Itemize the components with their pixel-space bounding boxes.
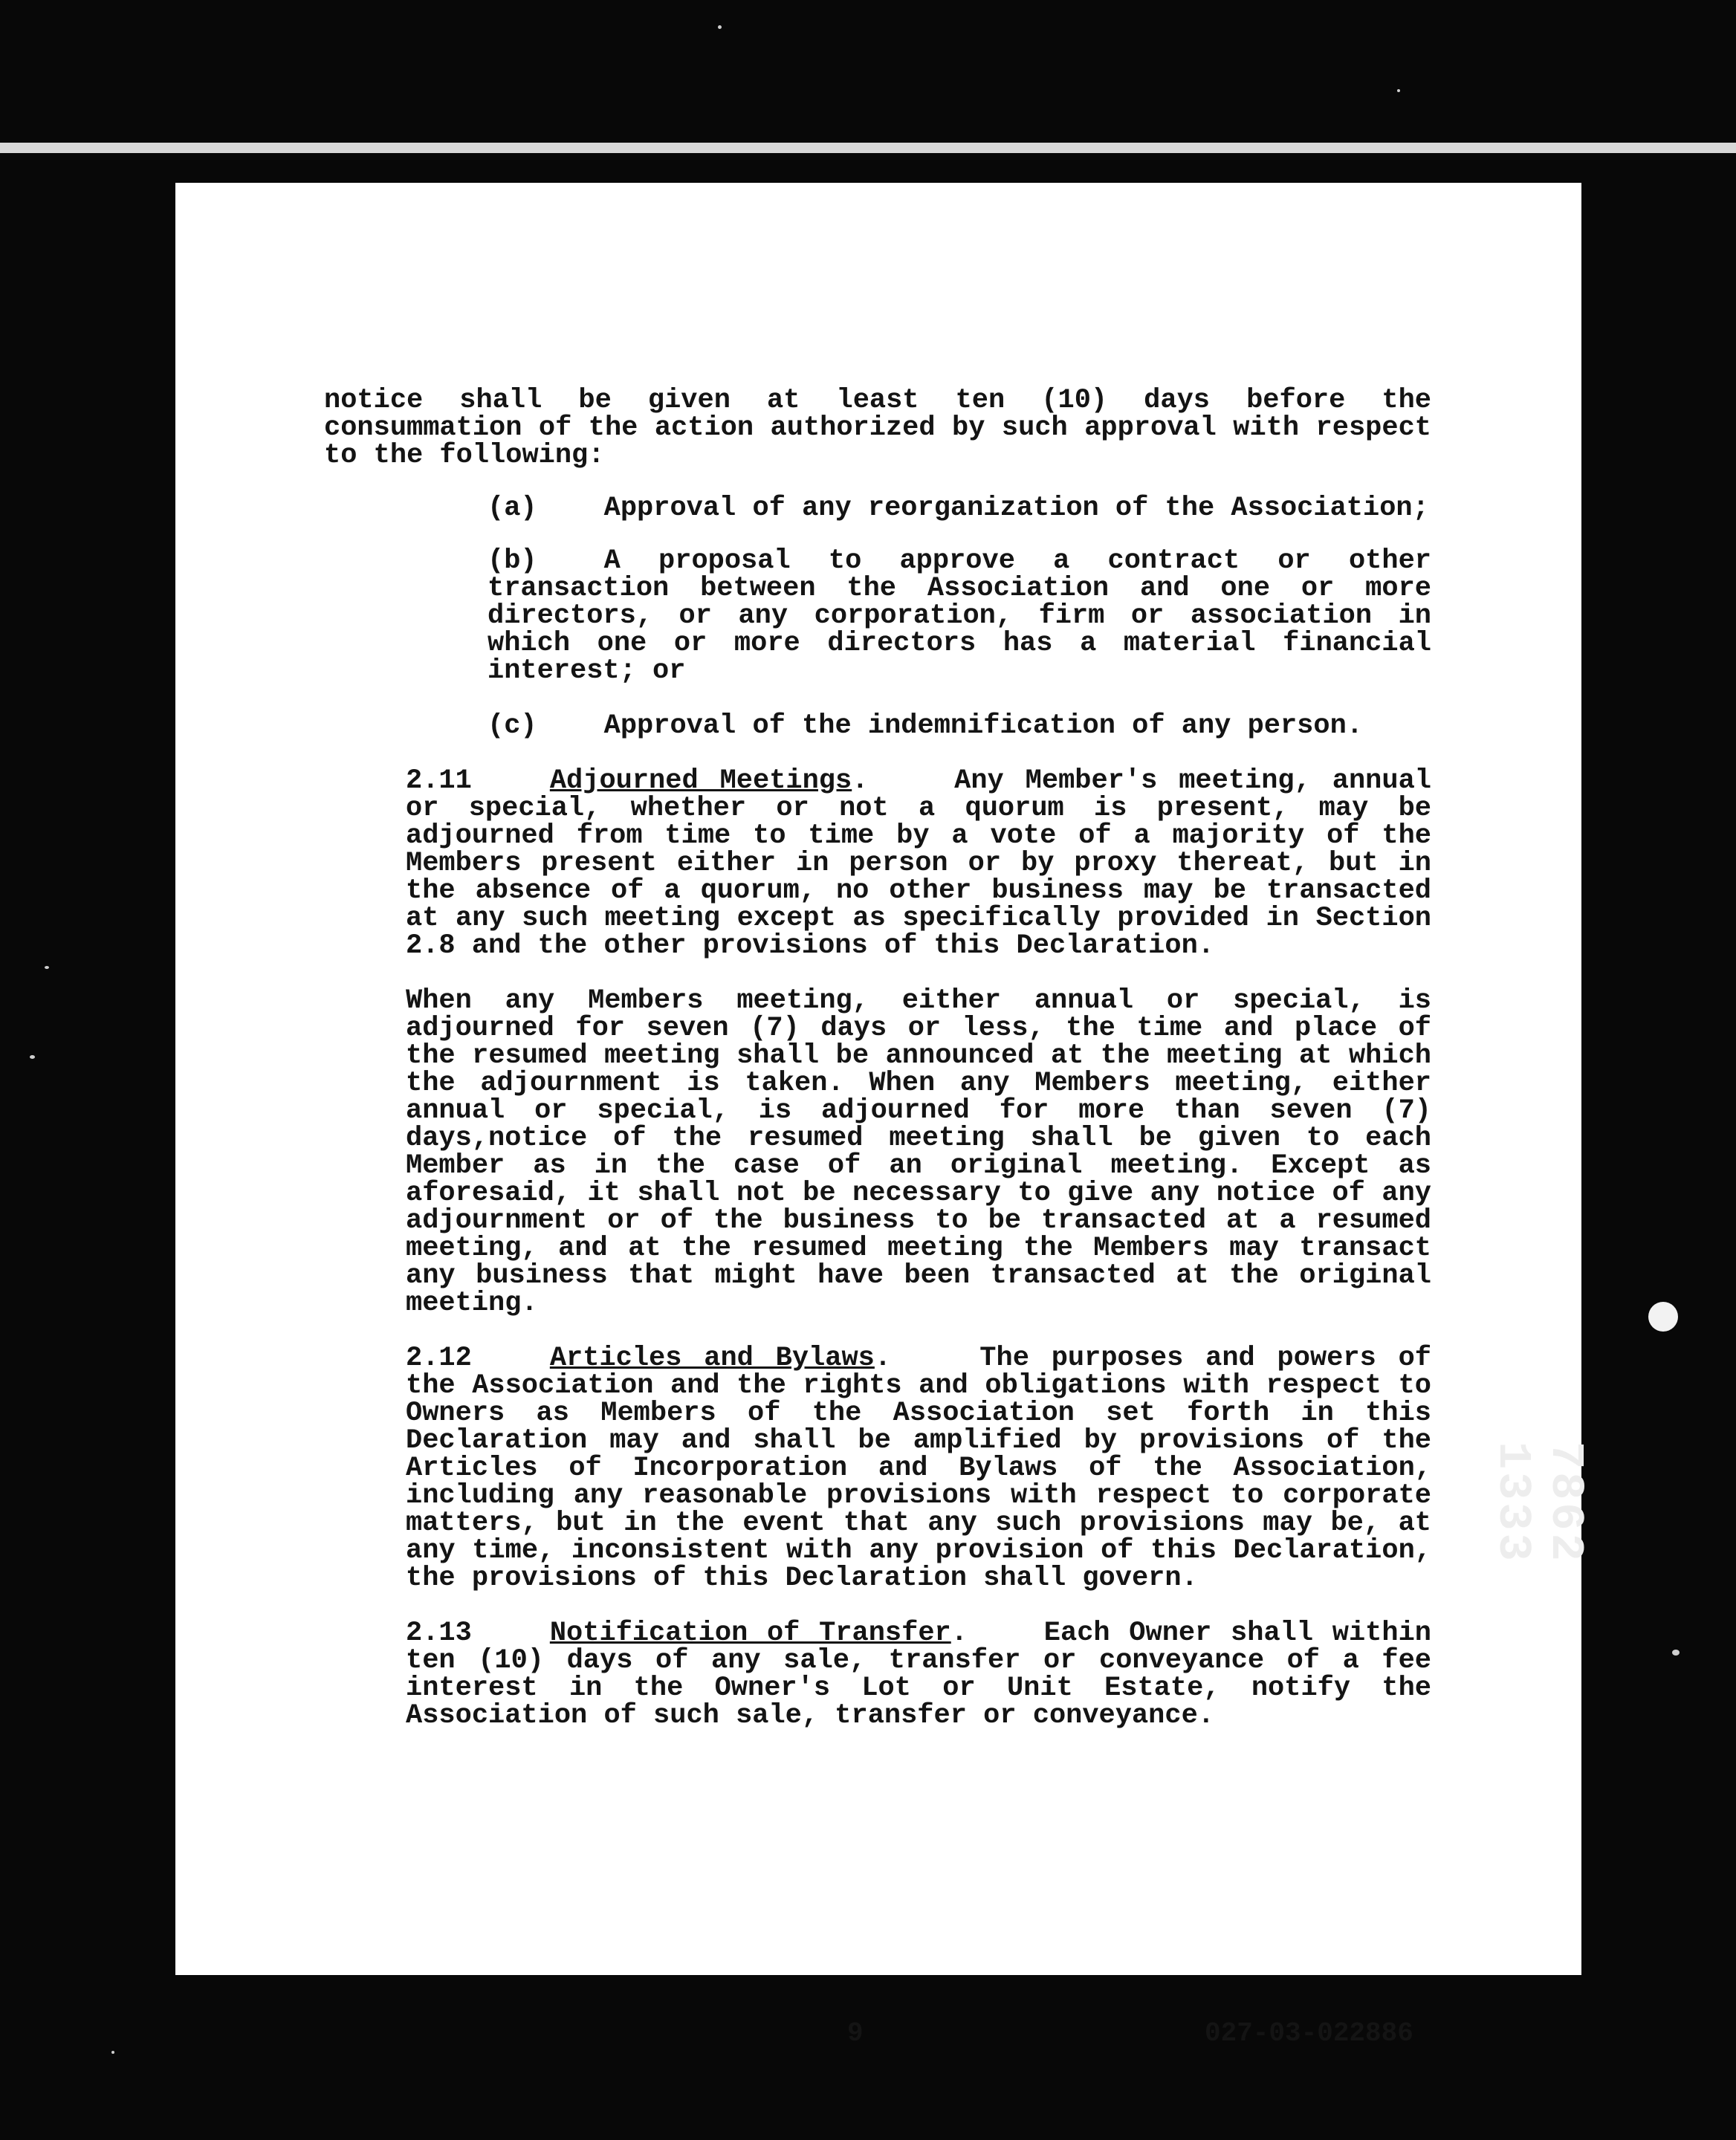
intro-paragraph: notice shall be given at least ten (10) days before the consummation of the action authorized by such approval with respect to the following: [324,385,1431,471]
scan-speck [1397,89,1400,92]
section-number: 2.11 [406,765,472,797]
section-2-12: 2.12 Articles and Bylaws. The purposes and powers of the Association and the rights and obligations with respect to Owners as Members of the Association set forth in this Declaration may and shall be amplified by provisions of the Articles of Incorporation and Bylaws of the Association, including any reasonable provisions with respect to corporate matters, but in the event that any such provisions may be, at any time, inconsistent with any provision of this Declaration, the provisions of this Declaration shall govern. [406,1343,1431,1594]
recording-stamp [1486,1442,1592,1564]
section-heading: Adjourned Meetings [549,765,852,797]
section-text: The purposes and powers of the Association and the rights and obligations with respect to Owners as Members of the Association set forth in this Declaration may and shall be amplified by provisions of the Articles of Incorporation and Bylaws of the Association, including any reasonable provisions with respect to corporate matters, but in the event that any such provisions may be, at any time, inconsistent with any provision of this Declaration, the provisions of this Declaration shall govern. [406,1343,1431,1594]
list-item-a [324,495,1431,522]
page-number: 9 [847,2018,864,2049]
document-body [324,387,1431,1730]
page-footer [175,2018,1581,2048]
list-item-label: (a) [488,493,537,524]
document-page [175,183,1581,2049]
scan-speck [30,1055,35,1059]
list-item-label: (b) [488,545,537,577]
section-2-11: 2.11 Adjourned Meetings. Any Member's meeting, annual or special, whether or not a quorum is present, may be adjourned from time to time by a vote of a majority of the Members present either in person or by proxy thereat, but in the absence of a quorum, no other business may be transacted at any such meeting except as specifically provided in Section 2.8 and the other provisions of this Declaration. [406,765,1431,962]
stamp-book-number: 7862 [1539,1442,1592,1564]
section-number: 2.13 [406,1618,472,1649]
section-text: Any Member's meeting, annual or special, whether or not a quorum is present, may be adjourned from time to time by a vote of a majority of the Members present either in person or by proxy thereat, but in the absence of a quorum, no other business may be transacted at any such meeting except as specifically provided in Section 2.8 and the other provisions of this Declaration. [406,765,1431,962]
list-item-text: Approval of the indemnification of any person. [603,710,1363,742]
section-heading: Notification of Transfer [549,1618,951,1649]
stamp-page-number: 1333 [1486,1442,1539,1564]
section-2-11-continuation: When any Members meeting, either annual or special, is adjourned for seven (7) days or less, the time and place of the resumed meeting shall be announced at the meeting at which the adjournment is taken. When any Members meeting, either annual or special, is adjourned for more than seven (7) days,notice of the resumed meeting shall be given to each Member as in the case of an original meeting. Except as aforesaid, it shall not be necessary to give any notice of any adjournment or of the business to be transacted at a resumed meeting, and at the resumed meeting the Members may transact any business that might have been transacted at the original meeting. [406,985,1431,1319]
section-2-13: 2.13 Notification of Transfer. Each Owner shall within ten (10) days of any sale, transfer or conveyance of a fee interest in the Owner's Lot or Unit Estate, notify the Association of such sale, transfer or conveyance. [406,1618,1431,1731]
scan-edge-band [0,143,1736,153]
section-text: Each Owner shall within ten (10) days of any sale, transfer or conveyance of a fee interest in the Owner's Lot or Unit Estate, notify the Association of such sale, transfer or conveyance. [406,1618,1431,1731]
scan-speck [718,25,722,29]
list-item-label: (c) [488,710,537,742]
document-id: 027-03-022886 [1205,2018,1413,2049]
section-heading: Articles and Bylaws [549,1343,875,1374]
list-item-text: A proposal to approve a contract or other transaction between the Association and one or more directors, or any corporation, firm or association in which one or more directors has a material financial interest; or [488,545,1431,687]
list-item-b [324,545,1431,687]
section-number: 2.12 [406,1343,472,1374]
scan-speck [45,966,49,969]
scan-speck [111,2051,114,2054]
list-item-text: Approval of any reorganization of the Association; [603,493,1429,524]
scan-speck [1672,1650,1680,1656]
scan-blob [1648,1302,1678,1332]
list-item-c [324,710,1431,742]
